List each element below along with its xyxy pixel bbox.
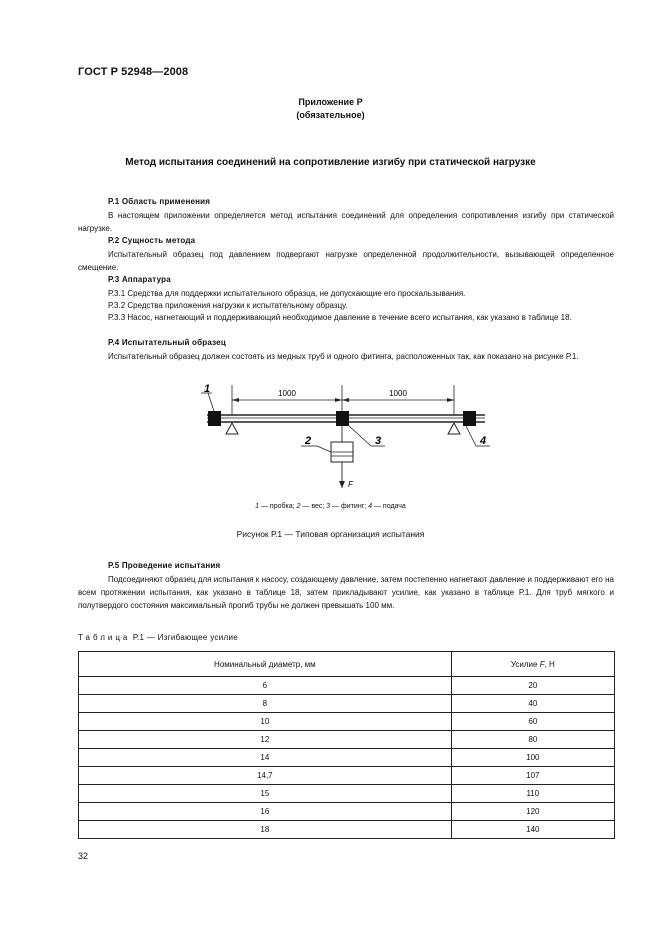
column-header-force-prefix: Усилие bbox=[510, 659, 540, 669]
diameter-cell: 18 bbox=[79, 821, 452, 839]
table-row bbox=[79, 731, 615, 749]
column-header-diameter: Номинальный диаметр, мм bbox=[79, 652, 452, 677]
dimension-arrow bbox=[232, 398, 239, 402]
callout-4-leader bbox=[466, 426, 476, 446]
feed-plug-right bbox=[463, 411, 476, 426]
dimension-arrow bbox=[342, 398, 349, 402]
legend-value-3: — фитинг; bbox=[330, 503, 369, 510]
scope-text: В настоящем приложении определяется метод испытания соединений для определения сопротивления изгибу при статической нагрузке. bbox=[78, 211, 614, 233]
table-row bbox=[79, 749, 615, 767]
diameter-cell: 14 bbox=[79, 749, 452, 767]
plug-left bbox=[208, 411, 221, 426]
force-cell: 100 bbox=[451, 749, 614, 767]
table-caption-title: Р.1 — Изгибающее усилие bbox=[130, 633, 238, 642]
force-cell: 20 bbox=[451, 677, 614, 695]
dimension-arrow bbox=[447, 398, 454, 402]
apparatus-item-3-text: Р.3.3 Насос, нагнетающий и поддерживающий необходимое давление в течение всего испытания, как указано в таблице 18. bbox=[108, 313, 572, 322]
table-row bbox=[79, 803, 615, 821]
callout-1-leader bbox=[208, 393, 214, 411]
table-row bbox=[79, 821, 615, 839]
callout-3: 3 bbox=[375, 435, 382, 447]
table-row bbox=[79, 677, 615, 695]
legend-value-1: — пробка; bbox=[259, 503, 297, 510]
specimen-text: Испытательный образец должен состоять из медных труб и одного фитинга, расположенных так, как показано на рисунке Р.1. bbox=[108, 352, 579, 361]
appendix-label: Приложение Р bbox=[298, 97, 363, 107]
appendix-status: (обязательное) bbox=[296, 110, 365, 120]
diameter-cell: 6 bbox=[79, 677, 452, 695]
legend-key-2: 2 bbox=[296, 503, 301, 510]
section-heading-apparatus: Р.3 Аппаратура bbox=[108, 275, 171, 284]
section-heading-procedure: Р.5 Проведение испытания bbox=[108, 561, 221, 570]
principle-text: Испытательный образец под давлением подвергают нагрузке определенной продолжительности, вызывающей определенное смещение. bbox=[78, 250, 614, 272]
column-header-force-unit: , Н bbox=[544, 659, 555, 669]
section-text-specimen bbox=[78, 350, 614, 363]
callout-4: 4 bbox=[480, 435, 487, 447]
force-cell: 40 bbox=[451, 695, 614, 713]
column-header-force bbox=[451, 652, 614, 677]
appendix-title: Метод испытания соединений на сопротивление изгибу при статической нагрузке bbox=[125, 157, 536, 168]
apparatus-item-3 bbox=[78, 311, 614, 324]
table-caption bbox=[78, 633, 238, 642]
diameter-cell: 15 bbox=[79, 785, 452, 803]
callout-2-leader bbox=[317, 446, 331, 452]
table-caption-label: Таблица bbox=[78, 633, 131, 642]
diameter-cell: 10 bbox=[79, 713, 452, 731]
support-right bbox=[448, 423, 460, 434]
section-heading-principle: Р.2 Сущность метода bbox=[108, 236, 196, 245]
force-cell: 120 bbox=[451, 803, 614, 821]
fitting bbox=[336, 411, 349, 426]
table-header-row bbox=[79, 652, 615, 677]
force-cell: 80 bbox=[451, 731, 614, 749]
table-row bbox=[79, 695, 615, 713]
diameter-cell: 16 bbox=[79, 803, 452, 821]
span-label-right: 1000 bbox=[389, 389, 407, 398]
procedure-text: Подсоединяют образец для испытания к насосу, создающему давление, затем постепенно нагнетают давление и поддерживают его на всем протяжении испытания, как указано в таблице 18, затем прикладывают усилие, как указано в таблице Р.1. Для труб мягкого и полутвердого состояния максимальный прогиб трубы не должен превышать 100 мм. bbox=[78, 575, 614, 610]
table-row bbox=[79, 713, 615, 731]
table-row bbox=[79, 767, 615, 785]
apparatus-item-1: Р.3.1 Средства для поддержки испытательного образца, не допускающие его проскальзывания. bbox=[108, 289, 466, 298]
apparatus-item-2: Р.3.2 Средства приложения нагрузки к испытательному образцу. bbox=[108, 301, 348, 310]
table-row bbox=[79, 785, 615, 803]
figure-caption: Рисунок Р.1 — Типовая организация испытания bbox=[236, 529, 425, 539]
figure-legend bbox=[0, 503, 661, 510]
force-cell: 60 bbox=[451, 713, 614, 731]
force-cell: 107 bbox=[451, 767, 614, 785]
support-left bbox=[226, 423, 238, 434]
section-text-procedure bbox=[78, 573, 614, 612]
page-number: 32 bbox=[78, 851, 89, 861]
test-setup-figure bbox=[195, 380, 495, 495]
force-arrow bbox=[339, 481, 345, 488]
legend-value-2: — вес; bbox=[300, 503, 327, 510]
callout-1: 1 bbox=[204, 383, 211, 395]
diameter-cell: 14,7 bbox=[79, 767, 452, 785]
legend-value-4: — подача bbox=[372, 503, 406, 510]
column-header-force-symbol: F bbox=[539, 659, 545, 669]
section-text-scope bbox=[78, 209, 614, 235]
appendix-heading bbox=[0, 96, 661, 122]
legend-key-4: 4 bbox=[368, 503, 373, 510]
section-heading-scope: Р.1 Область применения bbox=[108, 197, 211, 206]
force-label: F bbox=[348, 480, 353, 489]
diameter-cell: 12 bbox=[79, 731, 452, 749]
span-label-left: 1000 bbox=[278, 389, 296, 398]
diameter-cell: 8 bbox=[79, 695, 452, 713]
section-heading-specimen: Р.4 Испытательный образец bbox=[108, 338, 226, 347]
document-header: ГОСТ Р 52948—2008 bbox=[78, 66, 189, 78]
legend-key-3: 3 bbox=[326, 503, 331, 510]
force-cell: 140 bbox=[451, 821, 614, 839]
legend-key-1: 1 bbox=[255, 503, 260, 510]
dimension-arrow bbox=[335, 398, 342, 402]
bending-force-table bbox=[78, 651, 615, 839]
force-cell: 110 bbox=[451, 785, 614, 803]
callout-2: 2 bbox=[305, 435, 312, 447]
section-text-principle bbox=[78, 248, 614, 274]
